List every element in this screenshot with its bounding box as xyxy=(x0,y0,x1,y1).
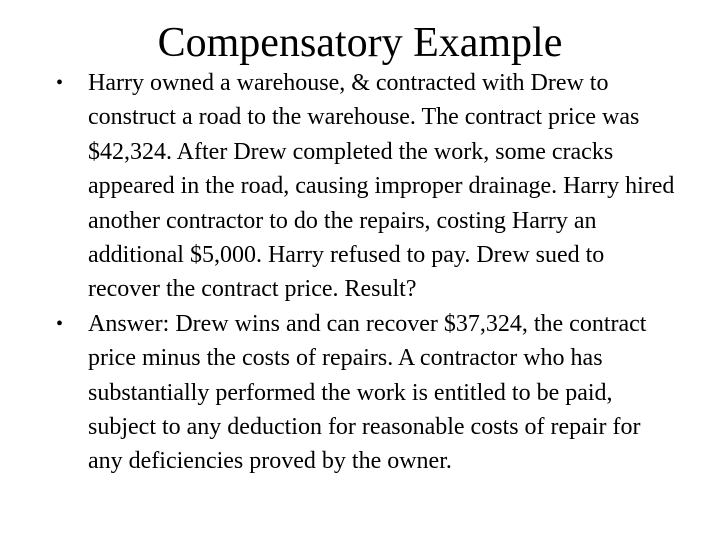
bullet-list xyxy=(56,66,676,479)
bullet-item-answer xyxy=(56,307,676,479)
bullet-marker: • xyxy=(56,72,64,94)
slide-title: Compensatory Example xyxy=(157,20,563,66)
bullet-item-facts xyxy=(56,66,676,307)
bullet-text: Harry owned a warehouse, & contracted with Drew to construct a road to the warehouse. The contract price was $42,324. After Drew completed the work, some cracks appeared in the road, causing improper drainage. Harry hired another contractor to do the repairs, costing Harry an additional $5,000. Harry refused to pay. Drew sued to recover the contract price. Result? xyxy=(88,70,675,303)
bullet-marker: • xyxy=(56,312,64,335)
bullet-text: Answer: Drew wins and can recover $37,324, the contract price minus the costs of repairs. A contractor who has substantially performed the work is entitled to be paid, subject to any deduction for reasonable costs of repair for any deficiencies proved by the owner. xyxy=(88,310,647,475)
